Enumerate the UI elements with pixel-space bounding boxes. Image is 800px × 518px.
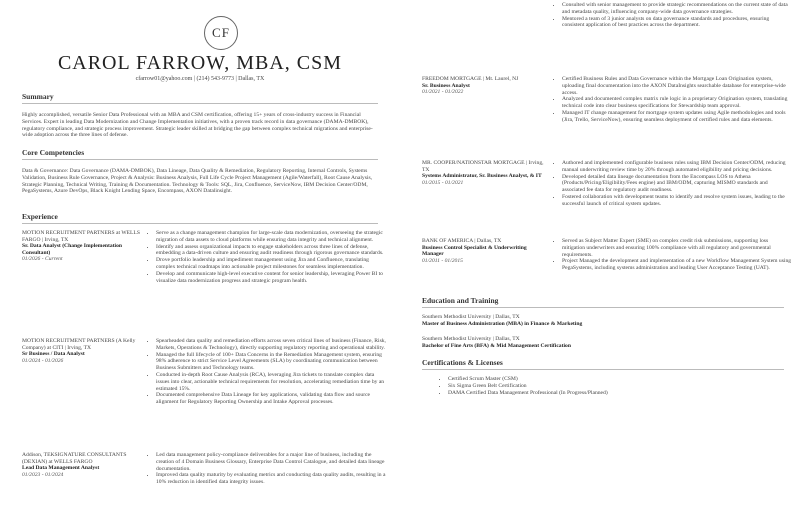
job-bullets bbox=[148, 338, 386, 406]
monogram-text: CF bbox=[212, 25, 230, 40]
certification-item: • Six Sigma Green Belt Certification bbox=[448, 383, 788, 390]
job-meta bbox=[422, 76, 548, 96]
job-dates: 01/2026 - Current bbox=[22, 256, 63, 263]
job-bullet: • Consulted with senior management to provide strategic recommendations on the current state of data and metadata quality, influencing company-wide data governance strategies. bbox=[562, 2, 792, 16]
job-bullet: • Developed detailed data lineage documentation from the Encompass LOS to Athena (Products/Pricing/Eligibility/Fees engine) and IBM/ODM, capturing MISMO standards and associated fee data for regulatory audit readiness. bbox=[562, 174, 792, 194]
job-bullets bbox=[554, 2, 792, 29]
candidate-name: CAROL FARROW, MBA, CSM bbox=[57, 52, 343, 74]
job-meta bbox=[22, 338, 148, 364]
job-bullet: • Authored and implemented configurable business rules using IBM Decision Center/ODM, reducing manual underwriting review time by 20% through automated eligibility and pricing decisions. bbox=[562, 160, 792, 174]
job-bullets bbox=[148, 230, 386, 284]
competencies-divider bbox=[22, 159, 378, 160]
job-bullet: • Managed the full lifecycle of 100+ Data Concerns in the Remediation Management system, ensuring 98% adherence to strict Service Level Agreements (SLA) by coordinating communication between Business Submitters and Technology teams. bbox=[156, 352, 386, 372]
education-heading: Education and Training bbox=[422, 296, 499, 305]
job-role: Sr. Data Analyst (Change Implementation Consultant) bbox=[22, 243, 123, 256]
job-meta bbox=[422, 238, 548, 264]
education-entry bbox=[422, 314, 784, 327]
job-company: BANK OF AMERICA | Dallas, TX bbox=[422, 238, 502, 244]
experience-section bbox=[22, 212, 378, 224]
job-bullet: • Mentored a team of 3 junior analysts on data governance standards and procedures, ensuring consistent application of best practices across the department. bbox=[562, 16, 792, 30]
certifications-section bbox=[422, 358, 784, 370]
competencies-heading: Core Competencies bbox=[22, 148, 85, 157]
certifications-divider bbox=[422, 369, 784, 370]
job-bullet: • Spearheaded data quality and remediation efforts across seven critical lines of business (Finance, Risk, Markets, Operations & Technology), directly supporting regulatory reporting and operational stability. bbox=[156, 338, 386, 352]
education-degree: Bachelor of Fine Arts (BFA) & Mid Management Certification bbox=[422, 342, 571, 349]
job-bullet: • Analyzed and documented complex matrix rule logic in a proprietary Origination system, translating technical code into clear business specifications for Stewardship team approval. bbox=[562, 96, 792, 110]
job-role: Lead Data Management Analyst bbox=[22, 465, 100, 472]
job-bullet: • Certified Business Rules and Data Governance within the Mortgage Loan Origination system, uploading final documentation into the AXON DataInsights searchable database for enterprise-wide access. bbox=[562, 76, 792, 96]
job-dates: 01/2011 - 01/2015 bbox=[422, 257, 463, 264]
certifications-heading: Certifications & Licenses bbox=[422, 358, 503, 367]
education-school: Southern Methodist University | Dallas, TX bbox=[422, 314, 520, 320]
job-bullet: • Documented comprehensive Data Lineage for key applications, validating data flow and source alignment for Regulatory Reporting Ownership and Intake Approval processes. bbox=[156, 392, 386, 406]
job-meta bbox=[22, 230, 148, 263]
job-bullet: • Identify and assess organizational impacts to engage stakeholders across three lines of defense, embedding a data-driven culture and ensuring audit readiness through rigorous governance standards. bbox=[156, 244, 386, 258]
certification-item: • DAMA Certified Data Management Professional (In Progress/Planned) bbox=[448, 390, 788, 397]
job-role: Systems Administrator, Sr. Business Analyst, & IT bbox=[422, 173, 542, 180]
job-company: MR. COOPER/NATIONSTAR MORTGAGE | Irving, TX bbox=[422, 160, 544, 173]
monogram-badge bbox=[204, 16, 238, 50]
job-company: MOTION RECRUITMENT PARTNERS (A Kelly Company) at CITI | Irving, TX bbox=[22, 338, 136, 351]
job-role: Sr Business / Data Analyst bbox=[22, 351, 85, 358]
job-bullet: • Served as Subject Matter Expert (SME) on complex credit risk submissions, supporting loss mitigation underwriters and ensuring 100% compliance with all regulatory and governmental requirements. bbox=[562, 238, 792, 258]
job-role: Business Control Specialist & Underwriting Manager bbox=[422, 244, 527, 258]
job-bullet: • Serve as a change management champion for large-scale data modernization, overseeing the strategic migration of data assets to cloud platforms while ensuring data integrity and technical alignment. bbox=[156, 230, 386, 244]
job-bullet: • Fostered collaboration with development teams to identify and resolve system issues, leading to the successful launch of critical system updates. bbox=[562, 194, 792, 208]
education-section bbox=[422, 296, 784, 308]
experience-divider bbox=[22, 223, 378, 224]
job-meta bbox=[422, 160, 548, 186]
job-bullet: • Conducted in-depth Root Cause Analysis (RCA), leveraging Jira tickets to translate complex data issues into clear, actionable technical requirements for resolution, accelerating remediation time by an estimated 15%. bbox=[156, 372, 386, 392]
job-company: FREEDOM MORTGAGE | Mt. Laurel, NJ bbox=[422, 76, 519, 82]
job-bullet: • Develop and communicate high-level executive content for senior leadership, leveraging Power BI to visualize data modernization progress and strategic program health. bbox=[156, 271, 386, 285]
education-school: Southern Methodist University | Dallas, TX bbox=[422, 336, 520, 342]
job-bullets bbox=[554, 238, 792, 272]
job-bullets bbox=[554, 76, 792, 124]
job-bullet: • Project Managed the development and implementation of a new Workflow Management System using PegaSystems, including systems administration and leading User Acceptance Testing (UAT). bbox=[562, 258, 792, 272]
job-bullets bbox=[554, 160, 792, 208]
summary-text: Highly accomplished, versatile Senior Data Professional with an MBA and CSM certification, offering 15+ years of cross-industry success in Financial Services. Expert in leading Data Modernization and Change Implementation initiatives, with a proven track record in data governance (DAMA-DMBOK), regulatory compliance, and strategic process improvement. Strategic leader skilled at bridging the gap between complex technical migrations and enterprise-wide adoption across the three lines of defense. bbox=[22, 112, 373, 139]
summary-section bbox=[22, 92, 378, 139]
job-role: Sr. Business Analyst bbox=[422, 82, 470, 89]
job-bullet: • Led data management policy-compliance deliverables for a major line of business, including the creation of 4 Domain Business Glossary, Enterprise Data Control Catalogue, and detailed data lineage documentation. bbox=[156, 452, 386, 472]
experience-heading: Experience bbox=[22, 212, 58, 221]
certification-item: • Certified Scrum Master (CSM) bbox=[448, 376, 788, 383]
job-bullets bbox=[148, 452, 386, 486]
education-degree: Master of Business Administration (MBA) in Finance & Marketing bbox=[422, 320, 583, 327]
education-divider bbox=[422, 307, 784, 308]
certifications-list bbox=[438, 376, 788, 397]
job-dates: 01/2015 - 01/2021 bbox=[422, 179, 464, 186]
summary-divider bbox=[22, 103, 378, 104]
job-bullet: • Improved data quality maturity by evaluating metrics and conducting data quality audits, resulting in a 10% reduction in identified data integrity issues. bbox=[156, 472, 386, 486]
job-dates: 01/2024 - 01/2026 bbox=[22, 357, 64, 364]
job-dates: 01/2021 - 01/2022 bbox=[422, 89, 464, 96]
job-meta bbox=[22, 452, 148, 478]
contact-line: cfarrow01@yahoo.com | (214) 543-9773 | Dallas, TX bbox=[135, 76, 265, 82]
job-company: MOTION RECRUITMENT PARTNERS at WELLS FARGO | Irving, TX bbox=[22, 230, 140, 243]
job-bullet: • Drove portfolio leadership and impediment management using Jira and Confluence, translating complex technical roadmaps into actionable project milestones for seamless implementation. bbox=[156, 257, 386, 271]
competencies-text: Data & Governance: Data Governance (DAMA-DMBOK), Data Lineage, Data Quality & Remediation, Regulatory Reporting, Internal Controls, Systems Validation, Business Rule Governance, Project & Analysis: Business Analysis, Full Life Cycle Project Management (Agile/Waterfall), Root Cause Analysis, Strategic Planning, Technical Writing, Training & Documentation. Technology & Tools: SQL, Jira, Confluence, ServiceNow, IBM Decision Center/ODM, PegaSystems, Azure DevOps, Black Knight Lending Space, Encompass, AXON Datalinsight. bbox=[22, 168, 373, 195]
summary-heading: Summary bbox=[22, 92, 54, 101]
education-entry bbox=[422, 336, 784, 349]
competencies-section bbox=[22, 148, 378, 195]
job-dates: 01/2023 - 01/2024 bbox=[22, 471, 64, 478]
job-bullet: • Managed IT change management for mortgage system updates using Agile methodologies and tools (Jira, Trello, ServiceNow), ensuring seamless deployment of certified rules and data elements. bbox=[562, 110, 792, 124]
job-company: Addison, TEKSIGNATURE CONSULTANTS (DEXIAN) at WELLS FARGO bbox=[22, 452, 127, 465]
